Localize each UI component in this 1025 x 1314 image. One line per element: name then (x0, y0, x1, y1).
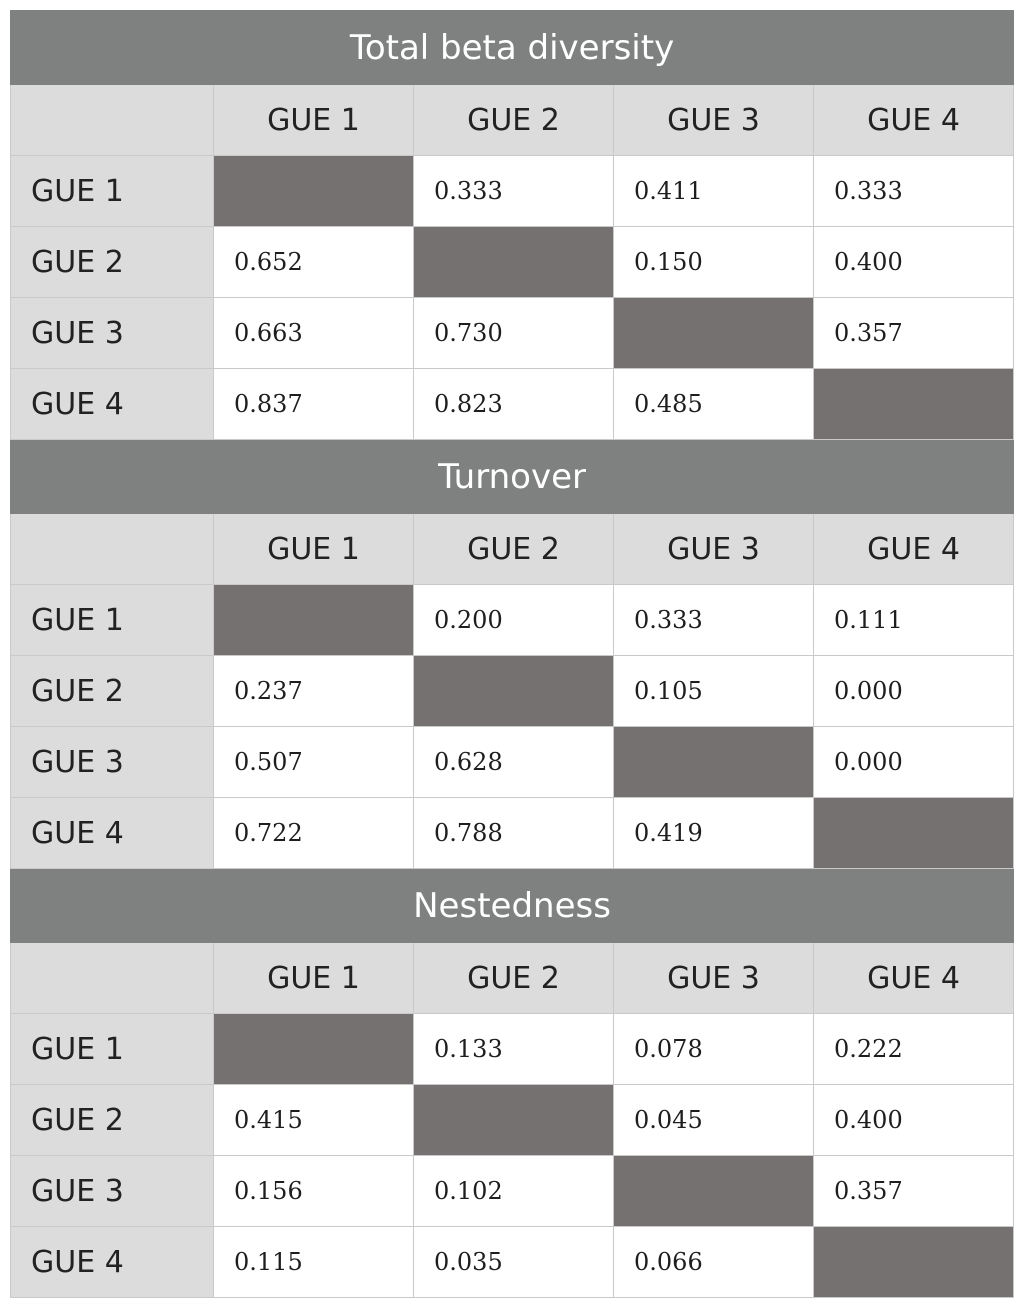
value-cell: 0.485 (614, 369, 814, 440)
table-row (11, 585, 1014, 656)
value-cell: 0.333 (814, 156, 1014, 227)
value-cell: 0.000 (814, 727, 1014, 798)
beta-diversity-table-container (10, 10, 1014, 1298)
diagonal-cell (614, 298, 814, 369)
value-cell: 0.628 (414, 727, 614, 798)
value-cell: 0.150 (614, 227, 814, 298)
table-row (11, 156, 1014, 227)
value-cell: 0.415 (214, 1085, 414, 1156)
value-cell: 0.357 (814, 298, 1014, 369)
row-header: GUE 4 (11, 798, 214, 869)
table-row (11, 298, 1014, 369)
diagonal-cell (414, 1085, 614, 1156)
row-header: GUE 4 (11, 1227, 214, 1298)
row-header: GUE 2 (11, 227, 214, 298)
diagonal-cell (214, 156, 414, 227)
diagonal-cell (414, 227, 614, 298)
diagonal-cell (814, 369, 1014, 440)
value-cell: 0.111 (814, 585, 1014, 656)
row-header: GUE 3 (11, 298, 214, 369)
section-title: Total beta diversity (11, 11, 1014, 85)
row-header: GUE 4 (11, 369, 214, 440)
column-header: GUE 1 (214, 85, 414, 156)
value-cell: 0.156 (214, 1156, 414, 1227)
column-header: GUE 2 (414, 85, 614, 156)
row-header: GUE 3 (11, 727, 214, 798)
column-header: GUE 3 (614, 514, 814, 585)
table-row (11, 369, 1014, 440)
value-cell: 0.115 (214, 1227, 414, 1298)
table-row (11, 1085, 1014, 1156)
table-row (11, 1014, 1014, 1085)
value-cell: 0.222 (814, 1014, 1014, 1085)
table-row (11, 227, 1014, 298)
column-header: GUE 3 (614, 943, 814, 1014)
value-cell: 0.333 (414, 156, 614, 227)
table-row (11, 727, 1014, 798)
table-row (11, 798, 1014, 869)
column-header: GUE 2 (414, 514, 614, 585)
diagonal-cell (214, 585, 414, 656)
section-total-beta-diversity (11, 11, 1014, 440)
diagonal-cell (414, 656, 614, 727)
row-header: GUE 1 (11, 585, 214, 656)
row-header: GUE 2 (11, 656, 214, 727)
value-cell: 0.078 (614, 1014, 814, 1085)
value-cell: 0.400 (814, 1085, 1014, 1156)
column-header: GUE 1 (214, 943, 414, 1014)
row-header: GUE 1 (11, 156, 214, 227)
value-cell: 0.837 (214, 369, 414, 440)
table-row (11, 656, 1014, 727)
corner-cell (11, 514, 214, 585)
column-header: GUE 2 (414, 943, 614, 1014)
value-cell: 0.066 (614, 1227, 814, 1298)
corner-cell (11, 85, 214, 156)
value-cell: 0.722 (214, 798, 414, 869)
section-nestedness (11, 869, 1014, 1298)
row-header: GUE 1 (11, 1014, 214, 1085)
value-cell: 0.400 (814, 227, 1014, 298)
value-cell: 0.652 (214, 227, 414, 298)
diagonal-cell (614, 1156, 814, 1227)
value-cell: 0.411 (614, 156, 814, 227)
table-row (11, 1156, 1014, 1227)
value-cell: 0.200 (414, 585, 614, 656)
value-cell: 0.045 (614, 1085, 814, 1156)
column-header: GUE 4 (814, 514, 1014, 585)
value-cell: 0.105 (614, 656, 814, 727)
diagonal-cell (614, 727, 814, 798)
value-cell: 0.663 (214, 298, 414, 369)
diagonal-cell (214, 1014, 414, 1085)
value-cell: 0.133 (414, 1014, 614, 1085)
row-header: GUE 2 (11, 1085, 214, 1156)
section-title: Nestedness (11, 869, 1014, 943)
table-row (11, 1227, 1014, 1298)
diagonal-cell (814, 798, 1014, 869)
column-header: GUE 3 (614, 85, 814, 156)
value-cell: 0.730 (414, 298, 614, 369)
value-cell: 0.788 (414, 798, 614, 869)
corner-cell (11, 943, 214, 1014)
row-header: GUE 3 (11, 1156, 214, 1227)
value-cell: 0.419 (614, 798, 814, 869)
column-header: GUE 4 (814, 85, 1014, 156)
value-cell: 0.357 (814, 1156, 1014, 1227)
value-cell: 0.333 (614, 585, 814, 656)
value-cell: 0.000 (814, 656, 1014, 727)
column-header: GUE 4 (814, 943, 1014, 1014)
column-header: GUE 1 (214, 514, 414, 585)
value-cell: 0.507 (214, 727, 414, 798)
diagonal-cell (814, 1227, 1014, 1298)
section-turnover (11, 440, 1014, 869)
beta-diversity-table (10, 10, 1014, 1298)
value-cell: 0.102 (414, 1156, 614, 1227)
value-cell: 0.035 (414, 1227, 614, 1298)
section-title: Turnover (11, 440, 1014, 514)
value-cell: 0.823 (414, 369, 614, 440)
value-cell: 0.237 (214, 656, 414, 727)
